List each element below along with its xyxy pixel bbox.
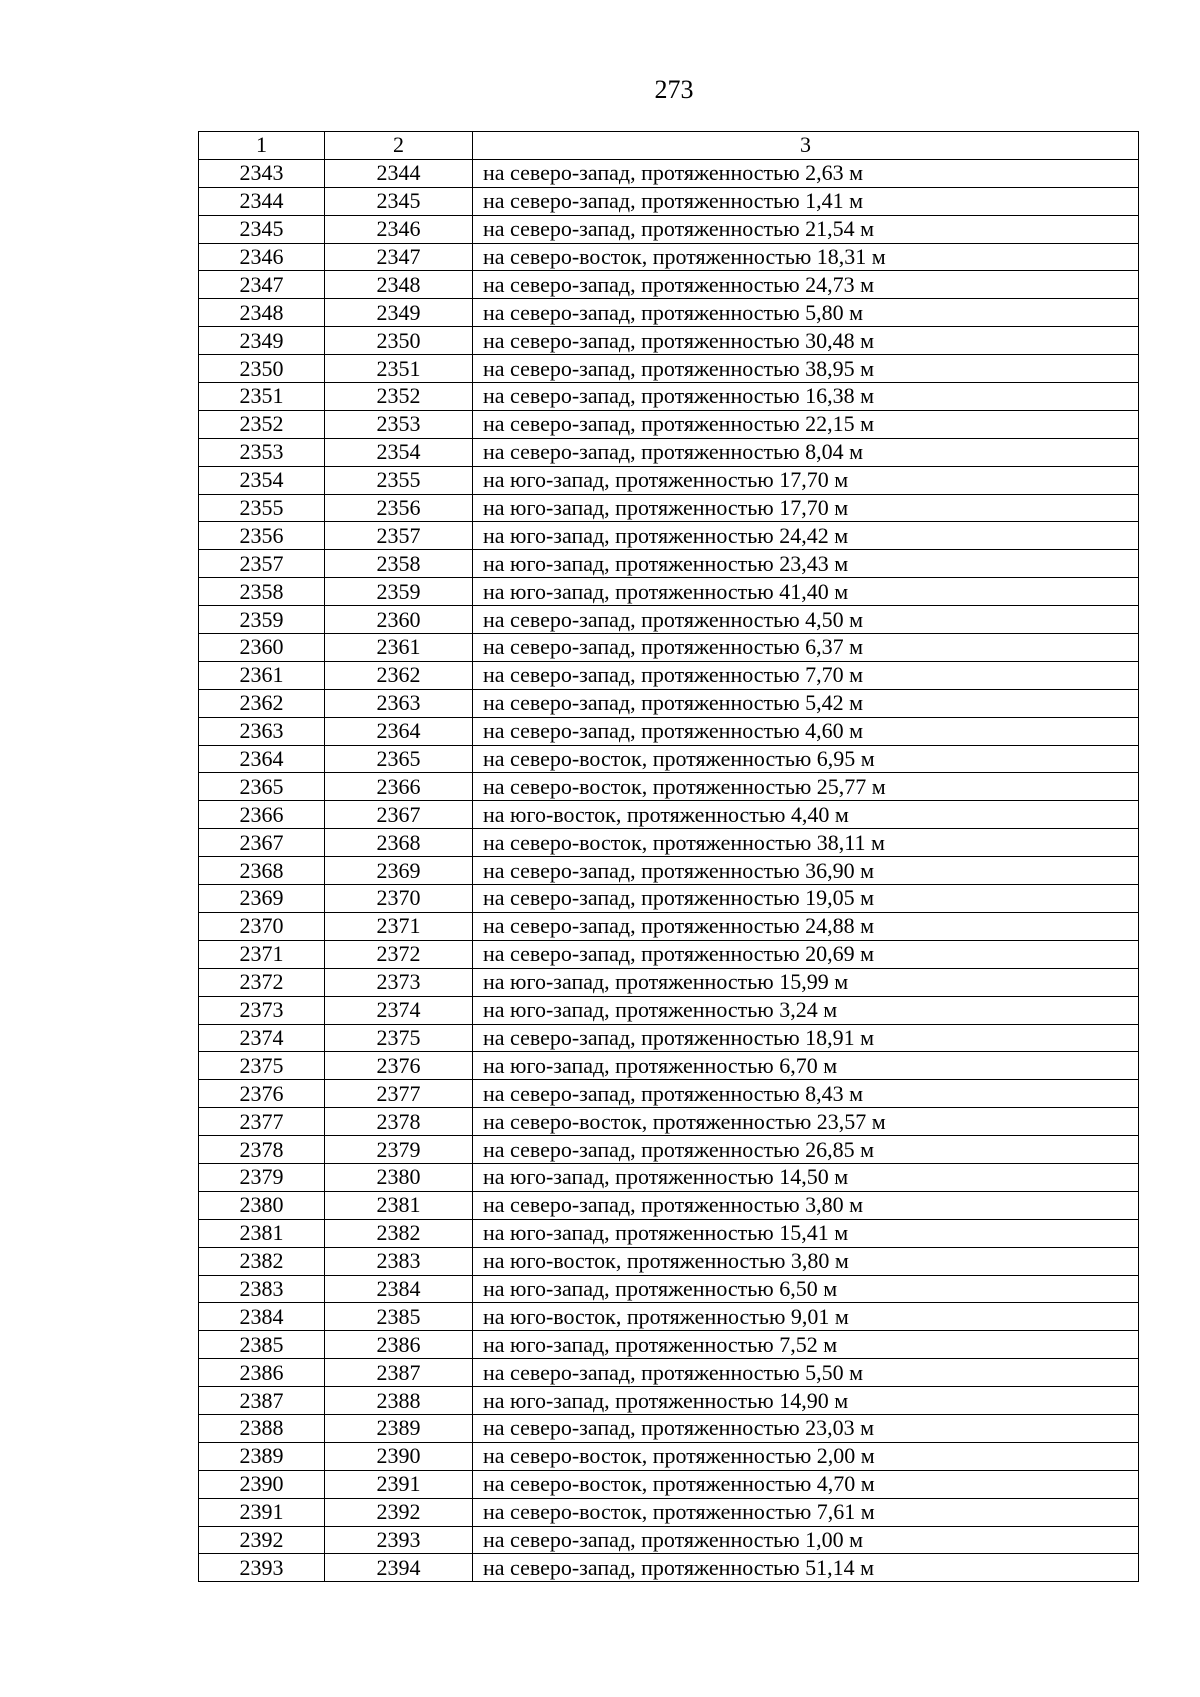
table-row bbox=[199, 912, 1139, 940]
from-point-cell: 2348 bbox=[199, 299, 325, 327]
direction-length-cell: на северо-запад, протяженностью 24,73 м bbox=[473, 271, 1139, 299]
direction-length-cell: на северо-запад, протяженностью 16,38 м bbox=[473, 383, 1139, 411]
from-point-cell: 2351 bbox=[199, 383, 325, 411]
direction-length-cell: на северо-восток, протяженностью 18,31 м bbox=[473, 243, 1139, 271]
to-point-cell: 2374 bbox=[325, 996, 473, 1024]
to-point-cell: 2348 bbox=[325, 271, 473, 299]
from-point-cell: 2387 bbox=[199, 1387, 325, 1415]
table-row bbox=[199, 578, 1139, 606]
to-point-cell: 2394 bbox=[325, 1554, 473, 1582]
to-point-cell: 2391 bbox=[325, 1470, 473, 1498]
from-point-cell: 2388 bbox=[199, 1414, 325, 1442]
table-row bbox=[199, 968, 1139, 996]
table-row bbox=[199, 410, 1139, 438]
table-row bbox=[199, 1024, 1139, 1052]
to-point-cell: 2385 bbox=[325, 1303, 473, 1331]
direction-length-cell: на юго-запад, протяженностью 6,50 м bbox=[473, 1275, 1139, 1303]
direction-length-cell: на северо-запад, протяженностью 30,48 м bbox=[473, 327, 1139, 355]
direction-length-cell: на северо-восток, протяженностью 2,00 м bbox=[473, 1442, 1139, 1470]
table-row bbox=[199, 773, 1139, 801]
from-point-cell: 2389 bbox=[199, 1442, 325, 1470]
table-row bbox=[199, 940, 1139, 968]
to-point-cell: 2390 bbox=[325, 1442, 473, 1470]
table-row bbox=[199, 1219, 1139, 1247]
from-point-cell: 2367 bbox=[199, 829, 325, 857]
table-row bbox=[199, 1052, 1139, 1080]
table-body bbox=[199, 159, 1139, 1581]
direction-length-cell: на юго-запад, протяженностью 14,50 м bbox=[473, 1163, 1139, 1191]
table-row bbox=[199, 1414, 1139, 1442]
to-point-cell: 2350 bbox=[325, 327, 473, 355]
direction-length-cell: на северо-запад, протяженностью 5,42 м bbox=[473, 689, 1139, 717]
to-point-cell: 2345 bbox=[325, 187, 473, 215]
table-row bbox=[199, 885, 1139, 913]
table-row bbox=[199, 1136, 1139, 1164]
table-row bbox=[199, 1163, 1139, 1191]
to-point-cell: 2353 bbox=[325, 410, 473, 438]
from-point-cell: 2379 bbox=[199, 1163, 325, 1191]
to-point-cell: 2363 bbox=[325, 689, 473, 717]
to-point-cell: 2347 bbox=[325, 243, 473, 271]
from-point-cell: 2353 bbox=[199, 438, 325, 466]
table-row bbox=[199, 1442, 1139, 1470]
from-point-cell: 2354 bbox=[199, 466, 325, 494]
table-row bbox=[199, 1554, 1139, 1582]
direction-length-cell: на юго-восток, протяженностью 4,40 м bbox=[473, 801, 1139, 829]
direction-length-cell: на юго-запад, протяженностью 17,70 м bbox=[473, 494, 1139, 522]
from-point-cell: 2378 bbox=[199, 1136, 325, 1164]
table-row bbox=[199, 1080, 1139, 1108]
table-row bbox=[199, 1275, 1139, 1303]
table-row bbox=[199, 187, 1139, 215]
table-row bbox=[199, 801, 1139, 829]
from-point-cell: 2359 bbox=[199, 606, 325, 634]
to-point-cell: 2366 bbox=[325, 773, 473, 801]
to-point-cell: 2372 bbox=[325, 940, 473, 968]
to-point-cell: 2344 bbox=[325, 159, 473, 187]
from-point-cell: 2358 bbox=[199, 578, 325, 606]
direction-length-cell: на юго-запад, протяженностью 24,42 м bbox=[473, 522, 1139, 550]
table-header bbox=[199, 132, 1139, 160]
table-row bbox=[199, 1108, 1139, 1136]
from-point-cell: 2345 bbox=[199, 215, 325, 243]
from-point-cell: 2372 bbox=[199, 968, 325, 996]
direction-length-cell: на северо-запад, протяженностью 5,80 м bbox=[473, 299, 1139, 327]
direction-length-cell: на северо-запад, протяженностью 18,91 м bbox=[473, 1024, 1139, 1052]
to-point-cell: 2389 bbox=[325, 1414, 473, 1442]
from-point-cell: 2373 bbox=[199, 996, 325, 1024]
to-point-cell: 2393 bbox=[325, 1526, 473, 1554]
table-row bbox=[199, 606, 1139, 634]
table-row bbox=[199, 689, 1139, 717]
from-point-cell: 2374 bbox=[199, 1024, 325, 1052]
table-row bbox=[199, 1387, 1139, 1415]
to-point-cell: 2386 bbox=[325, 1331, 473, 1359]
direction-length-cell: на северо-запад, протяженностью 36,90 м bbox=[473, 857, 1139, 885]
to-point-cell: 2349 bbox=[325, 299, 473, 327]
to-point-cell: 2384 bbox=[325, 1275, 473, 1303]
table-row bbox=[199, 1526, 1139, 1554]
from-point-cell: 2344 bbox=[199, 187, 325, 215]
table-row bbox=[199, 1498, 1139, 1526]
direction-length-cell: на юго-запад, протяженностью 6,70 м bbox=[473, 1052, 1139, 1080]
to-point-cell: 2346 bbox=[325, 215, 473, 243]
to-point-cell: 2352 bbox=[325, 383, 473, 411]
to-point-cell: 2382 bbox=[325, 1219, 473, 1247]
direction-length-cell: на юго-запад, протяженностью 15,99 м bbox=[473, 968, 1139, 996]
direction-length-cell: на северо-запад, протяженностью 4,60 м bbox=[473, 717, 1139, 745]
table-row bbox=[199, 215, 1139, 243]
direction-length-cell: на юго-запад, протяженностью 41,40 м bbox=[473, 578, 1139, 606]
table-row bbox=[199, 466, 1139, 494]
from-point-cell: 2357 bbox=[199, 550, 325, 578]
table-row bbox=[199, 717, 1139, 745]
to-point-cell: 2380 bbox=[325, 1163, 473, 1191]
to-point-cell: 2364 bbox=[325, 717, 473, 745]
column-header-3: 3 bbox=[473, 132, 1139, 160]
direction-length-cell: на северо-запад, протяженностью 8,04 м bbox=[473, 438, 1139, 466]
boundary-table bbox=[198, 131, 1139, 1582]
table-row bbox=[199, 522, 1139, 550]
from-point-cell: 2349 bbox=[199, 327, 325, 355]
from-point-cell: 2392 bbox=[199, 1526, 325, 1554]
from-point-cell: 2343 bbox=[199, 159, 325, 187]
from-point-cell: 2363 bbox=[199, 717, 325, 745]
table-row bbox=[199, 1247, 1139, 1275]
direction-length-cell: на северо-восток, протяженностью 4,70 м bbox=[473, 1470, 1139, 1498]
column-header-2: 2 bbox=[325, 132, 473, 160]
to-point-cell: 2361 bbox=[325, 634, 473, 662]
direction-length-cell: на юго-запад, протяженностью 17,70 м bbox=[473, 466, 1139, 494]
direction-length-cell: на юго-запад, протяженностью 7,52 м bbox=[473, 1331, 1139, 1359]
from-point-cell: 2376 bbox=[199, 1080, 325, 1108]
from-point-cell: 2393 bbox=[199, 1554, 325, 1582]
table-row bbox=[199, 745, 1139, 773]
direction-length-cell: на северо-запад, протяженностью 23,03 м bbox=[473, 1414, 1139, 1442]
table-row bbox=[199, 438, 1139, 466]
to-point-cell: 2373 bbox=[325, 968, 473, 996]
to-point-cell: 2356 bbox=[325, 494, 473, 522]
to-point-cell: 2371 bbox=[325, 912, 473, 940]
table-row bbox=[199, 550, 1139, 578]
to-point-cell: 2387 bbox=[325, 1359, 473, 1387]
table-row bbox=[199, 1331, 1139, 1359]
from-point-cell: 2386 bbox=[199, 1359, 325, 1387]
from-point-cell: 2362 bbox=[199, 689, 325, 717]
to-point-cell: 2360 bbox=[325, 606, 473, 634]
direction-length-cell: на северо-запад, протяженностью 51,14 м bbox=[473, 1554, 1139, 1582]
from-point-cell: 2368 bbox=[199, 857, 325, 885]
direction-length-cell: на северо-восток, протяженностью 23,57 м bbox=[473, 1108, 1139, 1136]
to-point-cell: 2378 bbox=[325, 1108, 473, 1136]
direction-length-cell: на юго-восток, протяженностью 3,80 м bbox=[473, 1247, 1139, 1275]
from-point-cell: 2369 bbox=[199, 885, 325, 913]
to-point-cell: 2376 bbox=[325, 1052, 473, 1080]
table-row bbox=[199, 159, 1139, 187]
direction-length-cell: на северо-запад, протяженностью 24,88 м bbox=[473, 912, 1139, 940]
from-point-cell: 2383 bbox=[199, 1275, 325, 1303]
direction-length-cell: на северо-запад, протяженностью 1,41 м bbox=[473, 187, 1139, 215]
from-point-cell: 2371 bbox=[199, 940, 325, 968]
to-point-cell: 2379 bbox=[325, 1136, 473, 1164]
from-point-cell: 2382 bbox=[199, 1247, 325, 1275]
table-row bbox=[199, 857, 1139, 885]
to-point-cell: 2365 bbox=[325, 745, 473, 773]
direction-length-cell: на северо-восток, протяженностью 38,11 м bbox=[473, 829, 1139, 857]
table-row bbox=[199, 829, 1139, 857]
direction-length-cell: на северо-восток, протяженностью 7,61 м bbox=[473, 1498, 1139, 1526]
from-point-cell: 2385 bbox=[199, 1331, 325, 1359]
to-point-cell: 2381 bbox=[325, 1191, 473, 1219]
table-row bbox=[199, 1303, 1139, 1331]
to-point-cell: 2358 bbox=[325, 550, 473, 578]
from-point-cell: 2350 bbox=[199, 355, 325, 383]
from-point-cell: 2370 bbox=[199, 912, 325, 940]
direction-length-cell: на юго-запад, протяженностью 15,41 м bbox=[473, 1219, 1139, 1247]
direction-length-cell: на юго-восток, протяженностью 9,01 м bbox=[473, 1303, 1139, 1331]
to-point-cell: 2362 bbox=[325, 661, 473, 689]
from-point-cell: 2352 bbox=[199, 410, 325, 438]
direction-length-cell: на северо-запад, протяженностью 4,50 м bbox=[473, 606, 1139, 634]
to-point-cell: 2370 bbox=[325, 885, 473, 913]
to-point-cell: 2377 bbox=[325, 1080, 473, 1108]
direction-length-cell: на северо-запад, протяженностью 38,95 м bbox=[473, 355, 1139, 383]
from-point-cell: 2355 bbox=[199, 494, 325, 522]
direction-length-cell: на северо-запад, протяженностью 2,63 м bbox=[473, 159, 1139, 187]
header-row bbox=[199, 132, 1139, 160]
from-point-cell: 2364 bbox=[199, 745, 325, 773]
direction-length-cell: на северо-восток, протяженностью 25,77 м bbox=[473, 773, 1139, 801]
direction-length-cell: на северо-запад, протяженностью 7,70 м bbox=[473, 661, 1139, 689]
from-point-cell: 2347 bbox=[199, 271, 325, 299]
to-point-cell: 2392 bbox=[325, 1498, 473, 1526]
table-row bbox=[199, 996, 1139, 1024]
to-point-cell: 2369 bbox=[325, 857, 473, 885]
to-point-cell: 2367 bbox=[325, 801, 473, 829]
direction-length-cell: на северо-запад, протяженностью 8,43 м bbox=[473, 1080, 1139, 1108]
table-row bbox=[199, 271, 1139, 299]
direction-length-cell: на северо-запад, протяженностью 5,50 м bbox=[473, 1359, 1139, 1387]
to-point-cell: 2355 bbox=[325, 466, 473, 494]
from-point-cell: 2366 bbox=[199, 801, 325, 829]
to-point-cell: 2368 bbox=[325, 829, 473, 857]
from-point-cell: 2375 bbox=[199, 1052, 325, 1080]
from-point-cell: 2377 bbox=[199, 1108, 325, 1136]
table-row bbox=[199, 383, 1139, 411]
table-row bbox=[199, 1359, 1139, 1387]
to-point-cell: 2383 bbox=[325, 1247, 473, 1275]
to-point-cell: 2359 bbox=[325, 578, 473, 606]
direction-length-cell: на северо-запад, протяженностью 3,80 м bbox=[473, 1191, 1139, 1219]
direction-length-cell: на северо-запад, протяженностью 19,05 м bbox=[473, 885, 1139, 913]
table-row bbox=[199, 243, 1139, 271]
table-row bbox=[199, 494, 1139, 522]
direction-length-cell: на северо-запад, протяженностью 22,15 м bbox=[473, 410, 1139, 438]
direction-length-cell: на северо-запад, протяженностью 1,00 м bbox=[473, 1526, 1139, 1554]
table-row bbox=[199, 661, 1139, 689]
direction-length-cell: на юго-запад, протяженностью 23,43 м bbox=[473, 550, 1139, 578]
to-point-cell: 2375 bbox=[325, 1024, 473, 1052]
table-row bbox=[199, 1191, 1139, 1219]
column-header-1: 1 bbox=[199, 132, 325, 160]
table-row bbox=[199, 327, 1139, 355]
direction-length-cell: на северо-восток, протяженностью 6,95 м bbox=[473, 745, 1139, 773]
direction-length-cell: на северо-запад, протяженностью 21,54 м bbox=[473, 215, 1139, 243]
direction-length-cell: на северо-запад, протяженностью 26,85 м bbox=[473, 1136, 1139, 1164]
direction-length-cell: на юго-запад, протяженностью 3,24 м bbox=[473, 996, 1139, 1024]
from-point-cell: 2361 bbox=[199, 661, 325, 689]
to-point-cell: 2354 bbox=[325, 438, 473, 466]
from-point-cell: 2346 bbox=[199, 243, 325, 271]
from-point-cell: 2365 bbox=[199, 773, 325, 801]
from-point-cell: 2381 bbox=[199, 1219, 325, 1247]
to-point-cell: 2351 bbox=[325, 355, 473, 383]
page-number: 273 bbox=[654, 75, 694, 104]
from-point-cell: 2360 bbox=[199, 634, 325, 662]
direction-length-cell: на северо-запад, протяженностью 6,37 м bbox=[473, 634, 1139, 662]
table-row bbox=[199, 299, 1139, 327]
to-point-cell: 2388 bbox=[325, 1387, 473, 1415]
from-point-cell: 2390 bbox=[199, 1470, 325, 1498]
direction-length-cell: на юго-запад, протяженностью 14,90 м bbox=[473, 1387, 1139, 1415]
from-point-cell: 2380 bbox=[199, 1191, 325, 1219]
table-row bbox=[199, 634, 1139, 662]
table-row bbox=[199, 355, 1139, 383]
from-point-cell: 2356 bbox=[199, 522, 325, 550]
table-row bbox=[199, 1470, 1139, 1498]
from-point-cell: 2384 bbox=[199, 1303, 325, 1331]
direction-length-cell: на северо-запад, протяженностью 20,69 м bbox=[473, 940, 1139, 968]
to-point-cell: 2357 bbox=[325, 522, 473, 550]
from-point-cell: 2391 bbox=[199, 1498, 325, 1526]
